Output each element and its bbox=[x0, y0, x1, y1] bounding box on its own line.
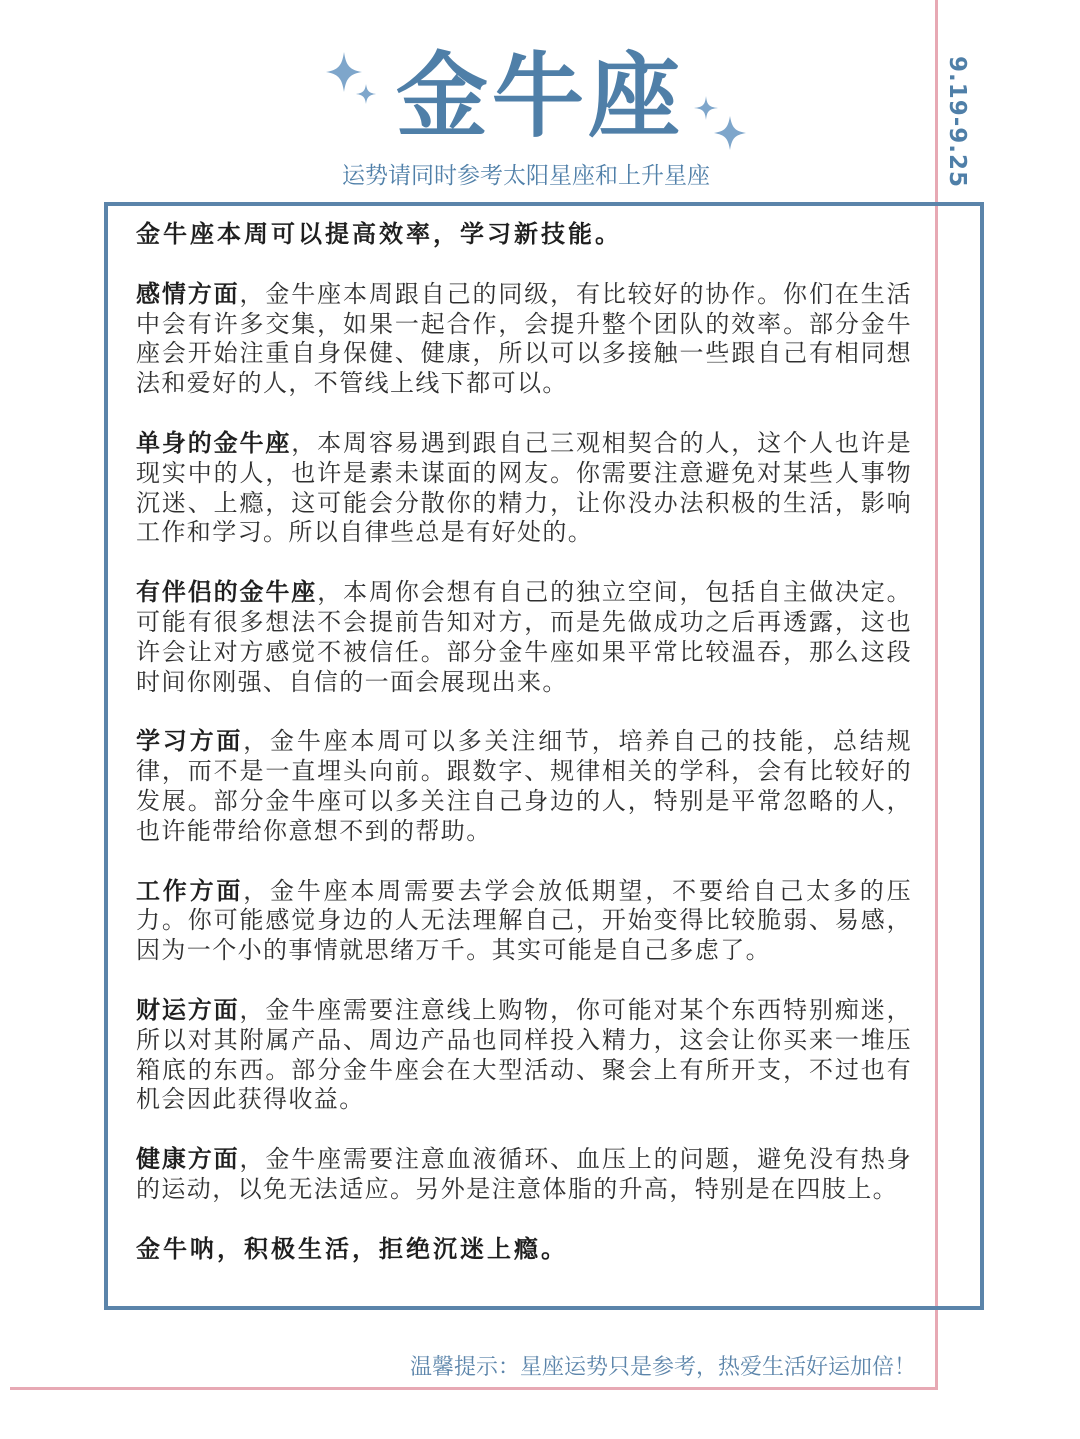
section-heading: 感情方面 bbox=[136, 279, 240, 308]
closing-line: 金牛呐，积极生活，拒绝沉迷上瘾。 bbox=[136, 1234, 568, 1263]
pink-horizontal-line bbox=[10, 1387, 938, 1390]
section-text: ，金牛座本周需要去学会放低期望，不要给自己太多的压力。你可能感觉身边的人无法理解自己，开始变得比较脆弱、易感，因为一个小的事情就思绪万千。其实可能是自己多虑了。 bbox=[136, 876, 912, 965]
section-heading: 学习方面 bbox=[136, 727, 244, 756]
section-text: ，金牛座本周可以多关注细节，培养自己的技能，总结规律，而不是一直埋头向前。跟数字、规律相关的学科，会有比较好的发展。部分金牛座可以多关注自己身边的人，特别是平常忽略的人，也许能带给你意想不到的帮助。 bbox=[136, 727, 912, 845]
section-text: ，金牛座本周跟自己的同级，有比较好的协作。你们在生活中会有许多交集，如果一起合作，会提升整个团队的效率。部分金牛座会开始注重自身保健、健康，所以可以多接触一些跟自己有相同想法和爱好的人，不管线上线下都可以。 bbox=[136, 279, 912, 398]
section-love bbox=[136, 280, 912, 399]
section-heading: 财运方面 bbox=[136, 995, 240, 1024]
section-partnered bbox=[136, 578, 912, 697]
section-study bbox=[136, 727, 912, 846]
footer-tip: 温馨提示：星座运势只是参考，热爱生活好运加倍！ bbox=[410, 1355, 917, 1380]
section-text: ，金牛座需要注意线上购物，你可能对某个东西特别痴迷，所以对其附属产品、周边产品也同样投入精力，这会让你买来一堆压箱底的东西。部分金牛座会在大型活动、聚会上有所开支，不过也有机会因此获得收益。 bbox=[136, 995, 912, 1114]
section-heading: 有伴侣的金牛座 bbox=[136, 578, 318, 607]
section-work bbox=[136, 877, 912, 966]
section-text: ，金牛座需要注意血液循环、血压上的问题，避免没有热身的运动，以免无法适应。另外是注意体脂的升高，特别是在四肢上。 bbox=[136, 1145, 912, 1203]
section-heading: 单身的金牛座 bbox=[136, 428, 292, 457]
section-wealth bbox=[136, 996, 912, 1115]
date-range: 9.19-9.25 bbox=[944, 55, 970, 189]
lead-summary: 金牛座本周可以提高效率，学习新技能。 bbox=[136, 220, 622, 248]
section-heading: 健康方面 bbox=[136, 1145, 240, 1174]
section-single bbox=[136, 429, 912, 548]
horoscope-content bbox=[136, 220, 912, 1295]
page-title: 金牛座 bbox=[395, 43, 684, 150]
section-heading: 工作方面 bbox=[136, 876, 244, 905]
section-text: ，本周你会想有自己的独立空间，包括自主做决定。可能有很多想法不会提前告知对方，而是先做成功之后再透露，这也许会让对方感觉不被信任。部分金牛座如果平常比较温吞，那么这段时间你刚强、自信的一面会展现出来。 bbox=[136, 578, 912, 696]
section-health bbox=[136, 1145, 912, 1205]
page-subtitle: 运势请同时参考太阳星座和上升星座 bbox=[342, 163, 710, 189]
section-text: ，本周容易遇到跟自己三观相契合的人，这个人也许是现实中的人，也许是素未谋面的网友。你需要注意避免对某些人事物沉迷、上瘾，这可能会分散你的精力，让你没办法积极的生活，影响工作和学习。所以自律些总是有好处的。 bbox=[136, 428, 912, 547]
